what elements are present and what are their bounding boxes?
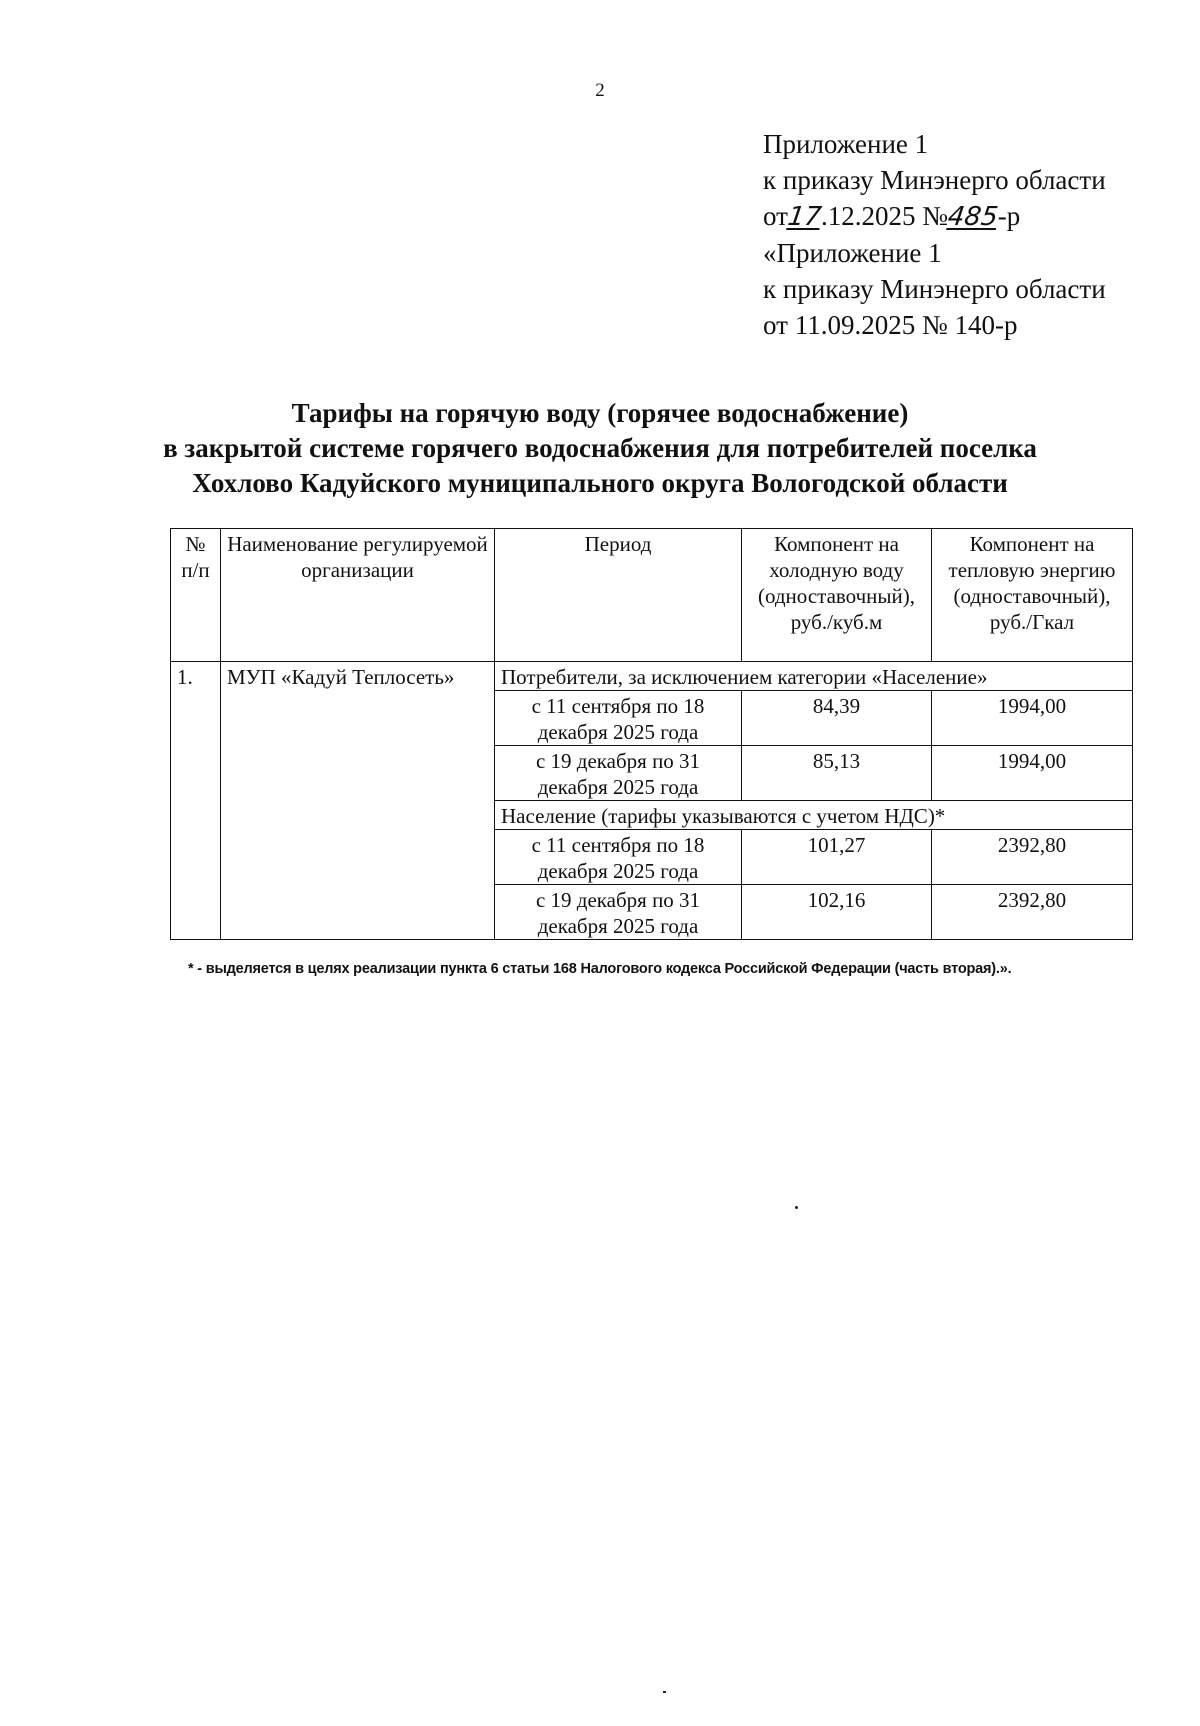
header-heat-energy: Компонент на тепловую энергию (одноставочный), руб./Гкал [932, 529, 1133, 662]
appendix-line-1: Приложение 1 [763, 129, 929, 159]
header-num: № п/п [171, 529, 221, 662]
header-org: Наименование регулируемой организации [221, 529, 495, 662]
title-line-3: Хохлово Кадуйского муниципального округа Вологодской области [192, 468, 1008, 498]
header-cold-water: Компонент на холодную воду (одноставочный), руб./куб.м [742, 529, 932, 662]
order-date-prefix: от [763, 201, 788, 231]
row-number: 1. [171, 662, 221, 940]
document-title [0, 396, 1200, 501]
order-number-suffix: -р [997, 201, 1021, 231]
cold-water-value: 84,39 [742, 691, 932, 746]
title-line-2: в закрытой системе горячего водоснабжения для потребителей поселка [163, 433, 1037, 463]
appendix-line-2: к приказу Минэнерго области [763, 165, 1106, 195]
title-line-1: Тарифы на горячую воду (горячее водоснабжение) [291, 398, 909, 428]
handwritten-order-number: 485 [945, 202, 1000, 232]
appendix-line-5: к приказу Минэнерго области [763, 274, 1106, 304]
tariff-table [170, 528, 1133, 940]
order-date-middle: .12.2025 № [821, 201, 949, 231]
period-cell: с 19 декабря по 31 декабря 2025 года [495, 746, 742, 801]
heat-energy-value: 2392,80 [932, 885, 1133, 940]
period-cell: с 11 сентября по 18 декабря 2025 года [495, 830, 742, 885]
header-period: Период [495, 529, 742, 662]
group-row-consumers [171, 662, 1133, 691]
cold-water-value: 85,13 [742, 746, 932, 801]
period-cell: с 19 декабря по 31 декабря 2025 года [495, 885, 742, 940]
cold-water-value: 102,16 [742, 885, 932, 940]
handwritten-day: 17 [785, 202, 824, 232]
footnote: * - выделяется в целях реализации пункта 6 статьи 168 Налогового кодекса Российской Федерации (часть вторая).». [188, 961, 1012, 977]
cold-water-value: 101,27 [742, 830, 932, 885]
org-name: МУП «Кадуй Теплосеть» [221, 662, 495, 940]
scan-speck [795, 1206, 798, 1209]
heat-energy-value: 2392,80 [932, 830, 1133, 885]
heat-energy-value: 1994,00 [932, 691, 1133, 746]
group-label-consumers: Потребители, за исключением категории «Население» [495, 662, 1133, 691]
table-header-row [171, 529, 1133, 662]
scan-speck [663, 1691, 666, 1693]
heat-energy-value: 1994,00 [932, 746, 1133, 801]
period-cell: с 11 сентября по 18 декабря 2025 года [495, 691, 742, 746]
appendix-line-4: «Приложение 1 [763, 238, 942, 268]
appendix-line-6: от 11.09.2025 № 140-р [763, 310, 1018, 340]
appendix-line-3 [763, 198, 1106, 235]
appendix-header [763, 126, 1106, 343]
group-label-population: Население (тарифы указываются с учетом НДС)* [495, 801, 1133, 830]
page-number: 2 [595, 80, 605, 101]
